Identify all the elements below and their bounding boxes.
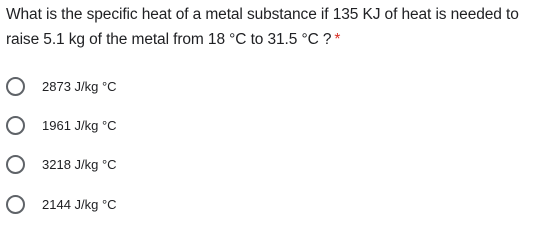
answer-option-3[interactable] [6,152,117,176]
required-asterisk: * [334,31,341,48]
answer-option-4-label: 2144 J/kg °C [42,196,117,212]
radio-button-1[interactable] [6,77,25,96]
answer-option-2[interactable] [6,113,117,137]
answer-option-3-label: 3218 J/kg °C [42,156,117,172]
radio-button-4[interactable] [6,195,25,214]
answer-option-1-label: 2873 J/kg °C [42,78,117,94]
question-text: What is the specific heat of a metal substance if 135 KJ of heat is needed to raise 5.1 kg of the metal from 18 °C to 31.5 °C ? [6,6,519,48]
radio-button-3[interactable] [6,155,25,174]
answer-option-1[interactable] [6,74,117,98]
radio-button-2[interactable] [6,116,25,135]
answer-option-2-label: 1961 J/kg °C [42,117,117,133]
answer-option-4[interactable] [6,192,117,216]
